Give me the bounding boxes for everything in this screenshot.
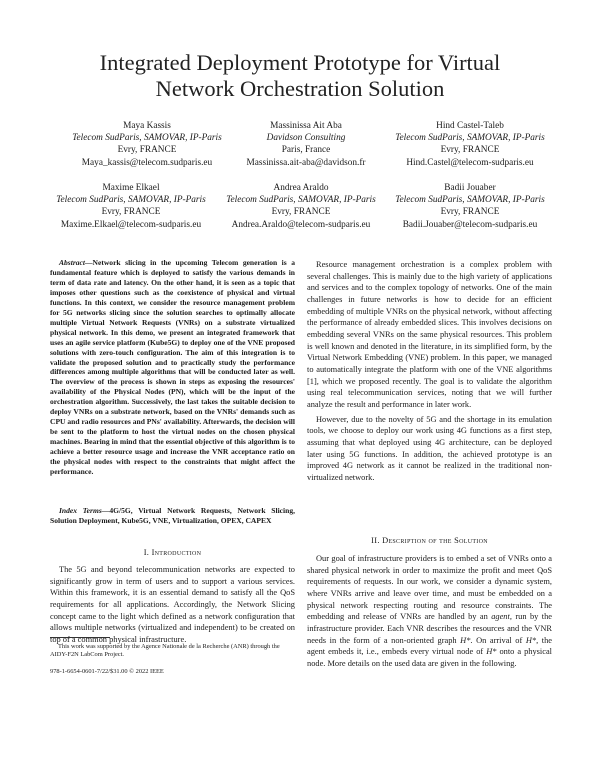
section-1-heading-text: I. Introduction bbox=[143, 548, 202, 557]
math-h-star: H* bbox=[486, 647, 497, 657]
author-affiliation: Telecom SudParis, SAMOVAR, IP-Paris bbox=[56, 195, 206, 206]
author-name: Hind Castel-Taleb bbox=[436, 121, 504, 131]
section-1-heading bbox=[50, 548, 295, 557]
author-location: Evry, FRANCE bbox=[440, 207, 500, 218]
section-2-text-e: onto a physical node. More details on the used data are given in the following. bbox=[307, 647, 552, 668]
index-terms-lead: Index Terms bbox=[59, 506, 102, 515]
section-2-text-b: , run by the infrastructure provider. Each VNR describes the resources and the VNR needs in the form of a non-oriented graph bbox=[307, 612, 552, 645]
section-2-heading-text: II. Description of the Solution bbox=[371, 536, 488, 545]
section-2-para-1 bbox=[307, 553, 552, 670]
section-1-body bbox=[50, 564, 295, 646]
abstract bbox=[50, 258, 295, 477]
abstract-body: —Network slicing in the upcoming Telecom generation is a fundamental feature which is deployed to satisfy the various demands in term of data rate and latency. On the other hand, it is seen as a topic that imposes other questions such as the coexistence of physical and virtual functions. In this context, we consider the resource management problem for 5G networks slicing since the solution searches to optimally allocate multiple Virtual Network Requests (VNRs) on a substrate virtualized physical network. In this demo, we present an integrated framework that uses an agile service platform (Kube5G) to deploy one of the VNE proposed solutions with zero-touch configuration. The aim of this integration is to validate the proposed solution and to practically study the performance differences among multiple algorithms that will be conducted later as well. The overview of the process is shown in steps as exposing the resources' availability of the Physical Nodes (PN), which will be the input of the orchestration algorithm. Successively, the last takes the suitable decision to deploy VNRs on a substrate network, based on the VNRs' demands such as CPU and radio resources and PNs' availability. Afterwards, the decision will be sent to the platform to host the virtual nodes on the chosen physical machines. Bearing in mind that the essential objective of this algorithm is to achieve a better resource usage and increase the VNR acceptance ratio on the physical nodes with respect to the constraints that might affect the performance. bbox=[50, 258, 296, 477]
author-location: Evry, FRANCE bbox=[271, 207, 331, 218]
right-column-intro bbox=[307, 259, 552, 483]
author-affiliation: Davidson Consulting bbox=[266, 133, 346, 144]
author-email: Massinissa.ait-aba@davidson.fr bbox=[246, 157, 366, 168]
author-name: Andrea Araldo bbox=[273, 183, 329, 193]
copyright-line: 978-1-6654-0601-7/22/$31.00 © 2022 IEEE bbox=[50, 668, 164, 675]
author-email: Badii.Jouaber@telecom-sudparis.eu bbox=[402, 219, 538, 230]
footnote bbox=[50, 643, 295, 659]
right-para-1: Resource management orchestration is a complex problem with several challenges. This is mainly due to the high variety of applications and services and to the complex topology of networks. One of the main challenges in future networks is how to decide for an efficient embedding of multiple VNRs on the physical network, without affecting the performance of already embedded slices. This involves decisions on embedding several VNRs on the same physical resources. This problem is well known and denoted in the literature, in its simplified form, by the Virtual Network Embedding (VNE) problem. In this paper, we managed to automatically integrate the platform with one of the VNE algorithms [1], which we proposed recently. The goal is to validate the algorithm using real telecommunication services, noting that we will further analyze the result and performance in later work. bbox=[307, 260, 552, 409]
index-terms bbox=[50, 506, 295, 526]
author-block-5 bbox=[216, 182, 386, 231]
author-block-3 bbox=[385, 120, 555, 169]
author-block-4 bbox=[46, 182, 216, 231]
author-name: Badii Jouaber bbox=[444, 183, 496, 193]
author-email: Maxime.Elkael@telecom-sudparis.eu bbox=[60, 219, 202, 230]
index-terms-body: —4G/5G, Virtual Network Requests, Network Slicing, Solution Deployment, Kube5G, VNE, Virtualization, OPEX, CAPEX bbox=[50, 506, 295, 525]
author-affiliation: Telecom SudParis, SAMOVAR, IP-Paris bbox=[395, 133, 545, 144]
section-2-agent-term: agent bbox=[491, 612, 510, 622]
author-location: Paris, France bbox=[281, 145, 331, 156]
footnote-text: This work was supported by the Agence Nationale de la Recherche (ANR) through the AIDY-F2N LabCom Project. bbox=[50, 643, 280, 659]
author-email: Andrea.Araldo@telecom-sudparis.eu bbox=[231, 219, 371, 230]
section-2-text-c: . On arrival of bbox=[470, 635, 526, 645]
author-location: Evry, FRANCE bbox=[440, 145, 500, 156]
title-line-2: Network Orchestration Solution bbox=[155, 76, 445, 101]
section-2-text-d: , the agent embeds it, i.e., embeds every virtual node of bbox=[307, 635, 552, 657]
author-affiliation: Telecom SudParis, SAMOVAR, IP-Paris bbox=[226, 195, 376, 206]
right-para-2: However, due to the novelty of 5G and the shortage in its emulation tools, we choose to deploy our work using 4G functions as a first step, assuming that what deployed using 4G architecture, can be deployed later using 5G functions. In addition, the achieved prototype is an improved 4G network as it cannot be realized in the traditional non-virtualized network. bbox=[307, 414, 552, 482]
section-2-text-a: Our goal of infrastructure providers is to embed a set of VNRs onto a shared physical network in order to maximize the profit and meet QoS requirements of requests. In our work, we consider a dynamic system, where VNRs arrive and leave over time, and must be embedded on a physical network respecting routing and resource constraints. The embedding and release of VNRs are handled by an bbox=[307, 554, 552, 622]
section-2-body bbox=[307, 553, 552, 670]
author-location: Evry, FRANCE bbox=[101, 207, 161, 218]
author-affiliation: Telecom SudParis, SAMOVAR, IP-Paris bbox=[395, 195, 545, 206]
section-2-heading bbox=[307, 536, 552, 545]
author-block-6 bbox=[385, 182, 555, 231]
math-h-star: H* bbox=[460, 635, 471, 645]
math-h-star: H* bbox=[525, 635, 537, 645]
author-location: Evry, FRANCE bbox=[117, 145, 177, 156]
author-block-1 bbox=[62, 120, 232, 169]
title-line-1: Integrated Deployment Prototype for Virtual bbox=[99, 50, 501, 75]
author-block-2 bbox=[221, 120, 391, 169]
author-email: Maya_kassis@telecom.sudparis.eu bbox=[81, 157, 213, 168]
section-1-para-1: The 5G and beyond telecommunication networks are expected to significantly grow in term of users and to support a various services. Within this framework, it is an essential demand to satisfy all the QoS requirements for all applications. Accordingly, the Network Slicing concept came to the light which defined as a network configuration that allows multiple networks (virtualized and independent) to be created on top of a common physical infrastructure. bbox=[50, 565, 295, 644]
author-name: Maya Kassis bbox=[123, 121, 171, 131]
author-name: Maxime Elkael bbox=[102, 183, 160, 193]
footnote-rule bbox=[50, 637, 110, 638]
author-email: Hind.Castel@telecom-sudparis.eu bbox=[406, 157, 534, 168]
author-name: Massinissa Ait Aba bbox=[270, 121, 342, 131]
paper-title bbox=[40, 50, 560, 102]
abstract-lead: Abstract bbox=[59, 258, 85, 267]
author-affiliation: Telecom SudParis, SAMOVAR, IP-Paris bbox=[72, 133, 222, 144]
